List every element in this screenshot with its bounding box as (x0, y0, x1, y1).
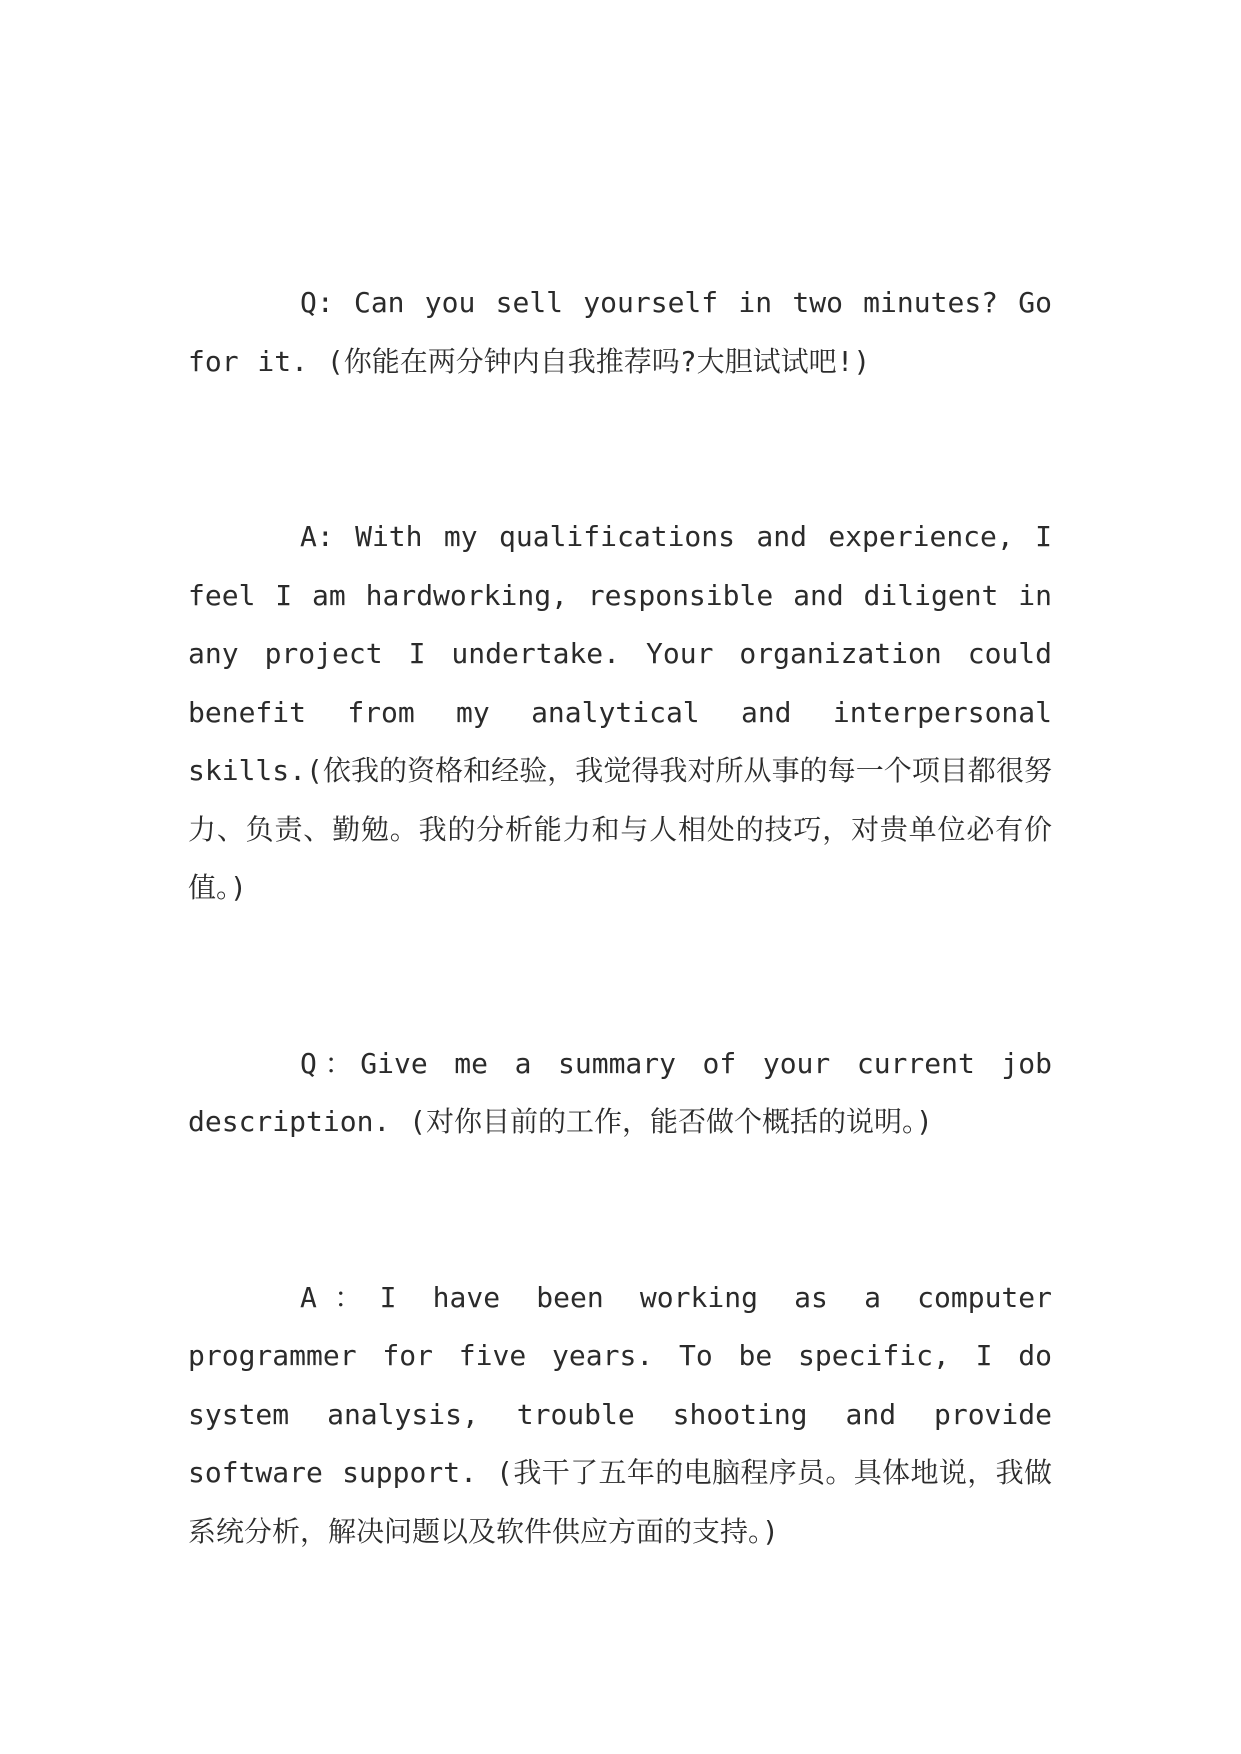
paragraph-spacer (188, 391, 1052, 508)
paragraph-spacer (188, 918, 1052, 1035)
document-body (188, 274, 1052, 1561)
answer-paragraph: A：I have been working as a computer programmer for five years. To be specific, I do system analysis, trouble shooting and provide software support. (我干了五年的电脑程序员。具体地说，我做系统分析，解决问题以及软件供应方面的支持。) (188, 1280, 1052, 1548)
paragraph-spacer (188, 1152, 1052, 1269)
question-paragraph: Q：Give me a summary of your current job description. (对你目前的工作，能否做个概括的说明。) (188, 1046, 1052, 1138)
question-paragraph: Q: Can you sell yourself in two minutes? Go for it. (你能在两分钟内自我推荐吗?大胆试试吧!) (188, 286, 1052, 378)
answer-paragraph: A: With my qualifications and experience, I feel I am hardworking, responsible and diligent in any project I undertake. Your organization could benefit from my analytical and interpersonal skills.(依我的资格和经验，我觉得我对所从事的每一个项目都很努力、负责、勤勉。我的分析能力和与人相处的技巧，对贵单位必有价值。) (188, 520, 1052, 904)
